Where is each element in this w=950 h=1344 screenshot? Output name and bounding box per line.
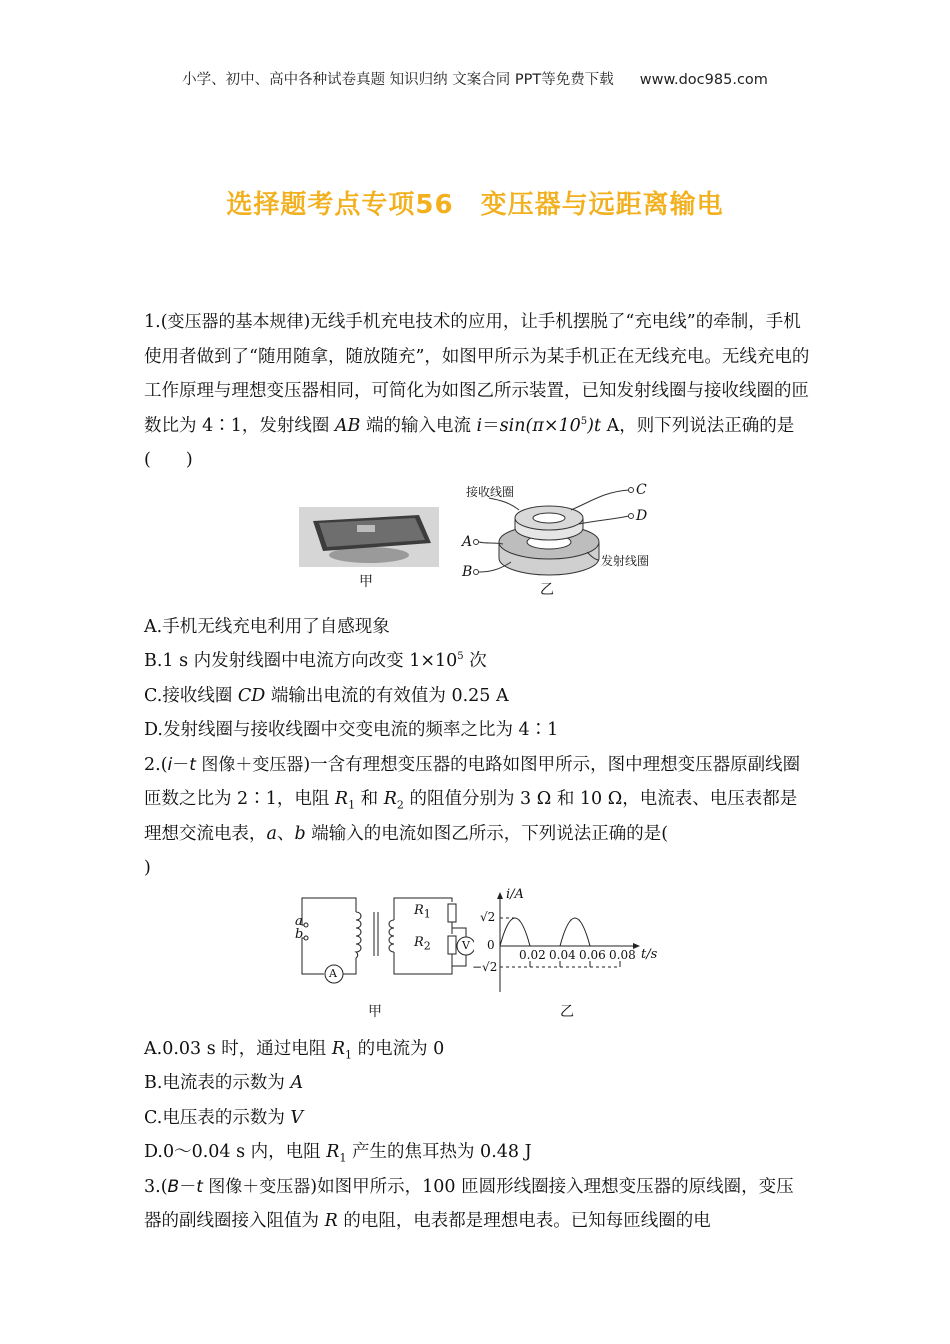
- q2-option-d: D.0～0.04 s 内，电阻 $R_1$ 产生的焦耳热为 0.48 J: [144, 1142, 532, 1165]
- graph-y-pos: √2: [480, 909, 496, 924]
- q1-figure: [144, 480, 810, 606]
- q1-option-c: C.接收线圈 CD 端输出电流的有效值为 0.25 A: [144, 685, 509, 706]
- q2-label-a: a: [295, 913, 303, 929]
- q1-label-A: A: [462, 533, 473, 550]
- q2-label-jia: 甲: [368, 1003, 382, 1020]
- graph-tick: 0.04: [549, 947, 576, 962]
- graph-y-label: i/A: [506, 886, 524, 902]
- graph-y-zero: 0: [487, 937, 495, 952]
- graph-tick: 0.02: [519, 947, 546, 962]
- q1-label-B: B: [462, 563, 473, 580]
- q1-label-C: C: [636, 481, 647, 498]
- q2-label-R1: $R_1$: [414, 902, 431, 921]
- current-time-graph: [484, 888, 664, 998]
- q1-option-d: D.发射线圈与接收线圈中交变电流的频率之比为 4∶1: [144, 720, 559, 740]
- graph-x-label: t/s: [641, 946, 658, 962]
- q2-label-b: b: [295, 926, 304, 942]
- q1-label-recv: 接收线圈: [466, 484, 515, 499]
- header-site[interactable]: www.doc985.com: [639, 72, 768, 88]
- graph-tick: 0.06: [579, 947, 606, 962]
- document-body: [144, 305, 810, 1239]
- ammeter-icon: A: [329, 966, 337, 980]
- q1-option-b: B.1 s 内发射线圈中电流方向改变 $1\times 10^5$ 次: [144, 651, 487, 671]
- graph-tick: 0.08: [609, 947, 636, 962]
- transformer-circuit: [294, 890, 474, 1000]
- q1-label-yi: 乙: [540, 581, 554, 598]
- phone-charging-photo: [299, 507, 439, 567]
- q2-option-b: B.电流表的示数为 A: [144, 1073, 304, 1093]
- q2-option-c: C.电压表的示数为 V: [144, 1107, 304, 1128]
- q1-label-send: 发射线圈: [601, 553, 650, 568]
- q3-stem: 3.(B－t 图像＋变压器)如图甲所示，100 匝圆形线圈接入理想变压器的原线圈，变压器的副线圈接入阻值为 R 的电阻，电表都是理想电表。已知每匝线圈的电: [144, 1176, 794, 1231]
- graph-y-neg: −√2: [472, 959, 498, 974]
- page-header: [0, 68, 950, 89]
- page-title: 选择题考点专项56 变压器与远距离输电: [226, 190, 724, 220]
- q2-label-R2: $R_2$: [414, 934, 431, 953]
- q1-label-jia: 甲: [359, 573, 373, 590]
- q1-stem: 1.(变压器的基本规律)无线手机充电技术的应用，让手机摆脱了“充电线”的牵制，手机使用者做到了“随用随拿，随放随充”，如图甲所示为某手机正在无线充电。无线充电的工作原理与理想变压器相同，可简化为如图乙所示装置，已知发射线圈与接收线圈的匝数比为 4∶1，发射线圈 AB 端的输入电流 $i=\sin(\pi\times 10^5)t$ A，则下列说法正确的是( ): [144, 312, 810, 470]
- q2-option-a: A.0.03 s 时，通过电阻 $R_1$ 的电流为 0: [144, 1038, 445, 1061]
- q1-option-a: A.手机无线充电利用了自感现象: [144, 616, 390, 637]
- voltmeter-icon: V: [462, 938, 470, 952]
- header-text: 小学、初中、高中各种试卷真题 知识归纳 文案合同 PPT等免费下载: [182, 72, 614, 88]
- q2-stem: 2.(i－t 图像＋变压器)一含有理想变压器的电路如图甲所示，图中理想变压器原副线圈匝数之比为 2∶1，电阻 $R_1$ 和 $R_2$ 的阻值分别为 3 Ω 和 10 Ω，电流表、电压表都是理想交流电表，a、b 端输入的电流如图乙所示，下列说法正确的是( ): [144, 754, 801, 878]
- q1-label-D: D: [636, 507, 648, 524]
- q2-figure: [144, 888, 810, 1028]
- q1-tag: 变压器的基本规律: [167, 312, 304, 332]
- q2-label-yi: 乙: [560, 1003, 574, 1020]
